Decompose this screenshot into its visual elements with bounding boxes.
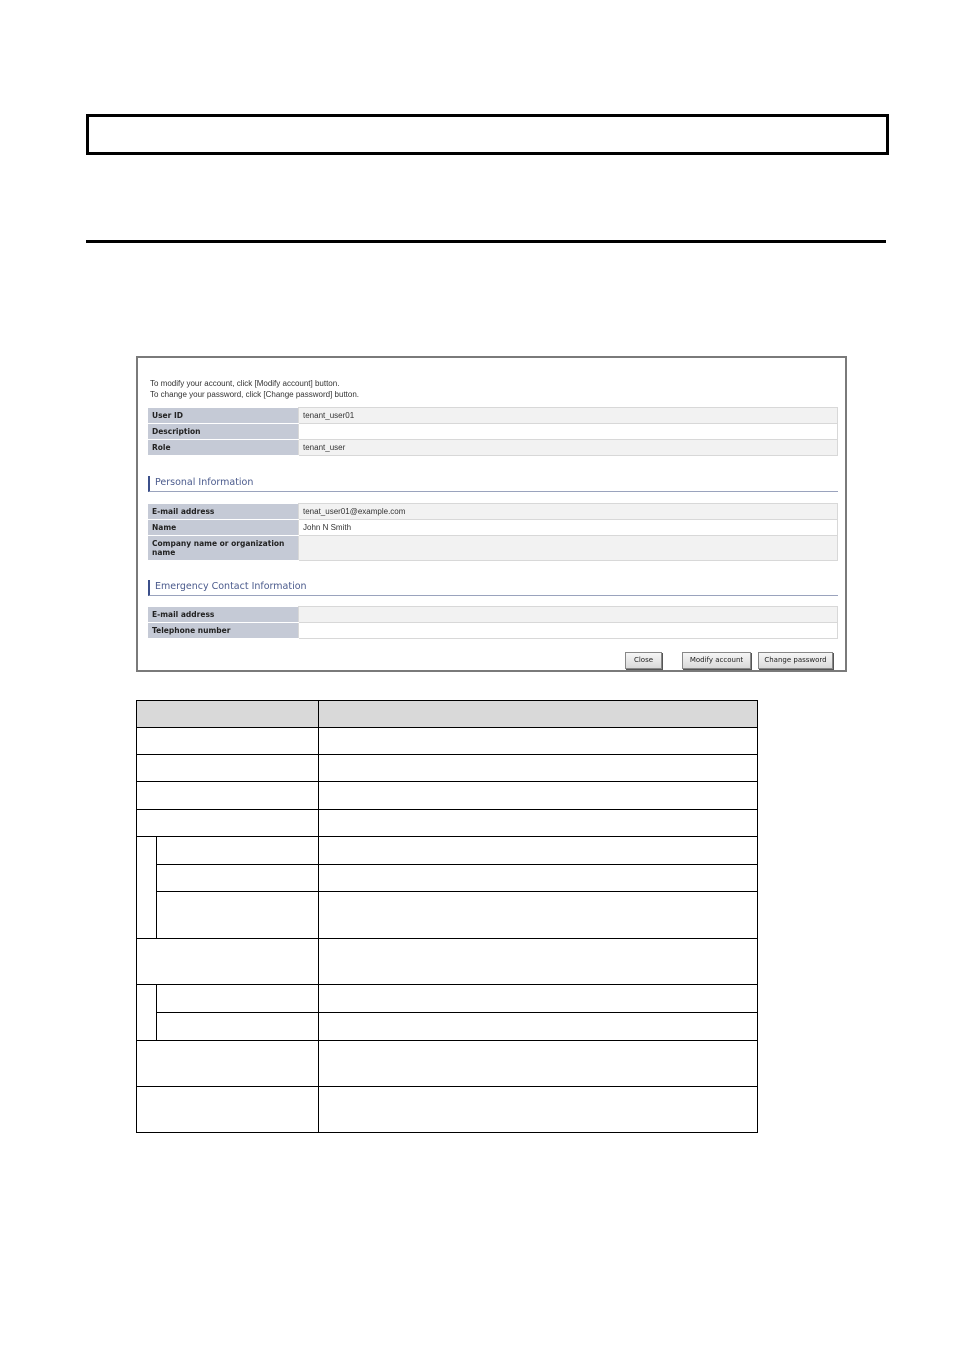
account-table: [148, 407, 838, 456]
table-border: [156, 984, 157, 1040]
user-information-screenshot: [136, 356, 847, 672]
table-border: [136, 781, 758, 782]
table-border: [136, 754, 758, 755]
table-border: [156, 836, 157, 938]
table-border: [136, 700, 137, 1133]
table-border: [136, 1132, 758, 1133]
table-border: [136, 938, 758, 939]
item-description-table: [136, 700, 758, 1133]
table-border: [136, 1040, 758, 1041]
name-label: Name: [148, 520, 299, 536]
heading-rule: [86, 240, 886, 243]
close-button[interactable]: Close: [625, 652, 662, 669]
table-border: [757, 700, 758, 1133]
description-value: [299, 424, 838, 440]
user-id-label: User ID: [148, 408, 299, 424]
change-password-button[interactable]: Change password: [758, 652, 833, 669]
personal-table: [148, 503, 838, 561]
description-label: Description: [148, 424, 299, 440]
personal-information-heading: Personal Information: [148, 476, 838, 492]
table-border: [156, 1012, 758, 1013]
table-border: [136, 809, 758, 810]
table-border: [136, 700, 758, 701]
section-title-box: [86, 114, 889, 155]
role-label: Role: [148, 440, 299, 456]
telephone-label: Telephone number: [148, 623, 299, 639]
emergency-email-label: E-mail address: [148, 607, 299, 623]
modify-account-button[interactable]: Modify account: [682, 652, 751, 669]
emergency-table: [148, 606, 838, 639]
role-value: tenant_user: [299, 440, 838, 456]
instruction-modify: To modify your account, click [Modify account] button.: [150, 379, 340, 388]
instructions: [150, 378, 359, 400]
name-value: John N Smith: [299, 520, 838, 536]
table-border: [136, 984, 758, 985]
table-border: [136, 1086, 758, 1087]
table-border: [156, 891, 758, 892]
company-label: Company name or organization name: [148, 536, 299, 561]
table-border: [156, 864, 758, 865]
table-border: [318, 700, 319, 1133]
table-header-row: [136, 700, 758, 727]
instruction-password: To change your password, click [Change password] button.: [150, 390, 360, 399]
table-border: [136, 727, 758, 728]
email-value: tenat_user01@example.com: [299, 504, 838, 520]
company-value: [299, 536, 838, 561]
user-id-value: tenant_user01: [299, 408, 838, 424]
emergency-email-value: [299, 607, 838, 623]
table-border: [136, 836, 758, 837]
telephone-value: [299, 623, 838, 639]
emergency-contact-heading: Emergency Contact Information: [148, 580, 838, 596]
email-label: E-mail address: [148, 504, 299, 520]
